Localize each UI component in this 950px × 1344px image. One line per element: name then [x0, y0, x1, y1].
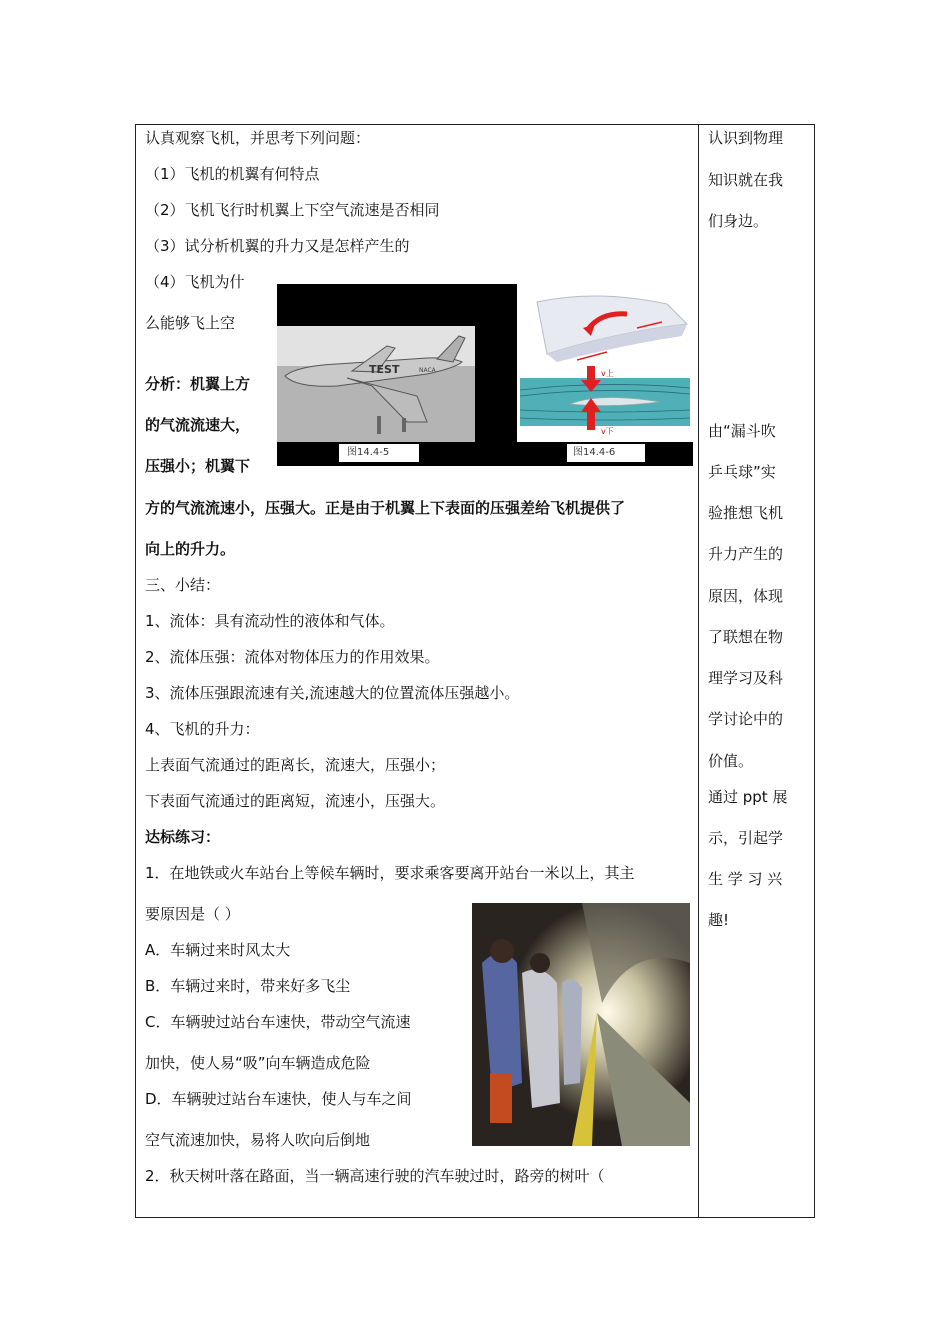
- side-note1-line1: 认识到物理: [708, 129, 784, 147]
- column-divider: [698, 124, 699, 1218]
- question-1: （1）飞机的机翼有何特点: [145, 165, 320, 183]
- subway-platform-photo: [472, 903, 690, 1146]
- plane-naca-label: NACA: [419, 367, 436, 374]
- q1-line-1: 1．在地铁或火车站台上等候车辆时，要求乘客要离开站台一米以上，其主: [145, 864, 635, 882]
- exercise-title: 达标练习：: [145, 828, 221, 846]
- wing-figure: [517, 284, 693, 466]
- question-4-part1: （4）飞机为什: [145, 273, 245, 291]
- side-note2-line4: 升力产生的: [708, 545, 784, 563]
- analysis-line-1: 分析：机翼上方: [145, 375, 251, 393]
- q1-option-d-1: D．车辆驶过站台车速快，使人与车之间: [145, 1090, 412, 1108]
- analysis-line-5: 向上的升力。: [145, 540, 236, 558]
- subway-icon: [472, 903, 690, 1146]
- velocity-top-label: v上: [601, 369, 614, 378]
- question-3: （3）试分析机翼的升力又是怎样产生的: [145, 237, 410, 255]
- q1-option-c-2: 加快，使人易“吸”向车辆造成危险: [145, 1054, 371, 1072]
- q1-option-d-2: 空气流速加快，易将人吹向后倒地: [145, 1131, 371, 1149]
- side-note2-line5: 原因，体现: [708, 587, 784, 605]
- side-note1-line2: 知识就在我: [708, 171, 784, 189]
- airplane-icon: [277, 326, 475, 442]
- q1-line-2: 要原因是（ ）: [145, 905, 240, 923]
- question-2: （2）飞机飞行时机翼上下空气流速是否相同: [145, 201, 440, 219]
- question-4-part2: 么能够飞上空: [145, 314, 236, 332]
- side-note2-line1: 由“漏斗吹: [708, 422, 776, 440]
- airplane-figure: [277, 284, 517, 466]
- side-note2-line9: 价值。: [708, 752, 754, 770]
- q2-line: 2．秋天树叶落在路面，当一辆高速行驶的汽车驶过时，路旁的树叶（: [145, 1167, 605, 1185]
- q1-option-b: B．车辆过来时，带来好多飞尘: [145, 977, 351, 995]
- side-note3-line1: 通过 ppt 展: [708, 788, 788, 806]
- velocity-bottom-label: v下: [601, 427, 614, 436]
- side-note2-line3: 验推想飞机: [708, 504, 784, 522]
- figure-right-caption: 图14.4-6: [567, 444, 645, 462]
- summary-title: 三、小结：: [145, 576, 221, 594]
- q1-option-c-1: C．车辆驶过站台车速快，带动空气流速: [145, 1013, 411, 1031]
- airplane-photo: [277, 326, 475, 442]
- side-note2-line2: 乒乓球”实: [708, 463, 776, 481]
- summary-item-2: 2、流体压强：流体对物体压力的作用效果。: [145, 648, 440, 666]
- side-note2-line6: 了联想在物: [708, 628, 784, 646]
- side-note3-line2: 示，引起学: [708, 829, 784, 847]
- figure-left-caption: 图14.4-5: [339, 444, 419, 462]
- side-note3-line4: 趣!: [708, 911, 730, 929]
- side-note2-line8: 学讨论中的: [708, 710, 784, 728]
- summary-item-3: 3、流体压强跟流速有关,流速越大的位置流体压强越小。: [145, 684, 520, 702]
- lift-arrows: [517, 284, 693, 444]
- analysis-line-2: 的气流流速大，: [145, 416, 251, 434]
- intro-text: 认真观察飞机，并思考下列问题：: [145, 129, 371, 147]
- side-note1-line3: 们身边。: [708, 212, 769, 230]
- analysis-line-3: 压强小；机翼下: [145, 457, 251, 475]
- side-note3-line3: 生 学 习 兴: [708, 870, 783, 888]
- q1-option-a: A．车辆过来时风太大: [145, 941, 291, 959]
- summary-item-6: 下表面气流通过的距离短，流速小，压强大。: [145, 792, 446, 810]
- summary-item-5: 上表面气流通过的距离长，流速大，压强小；: [145, 756, 446, 774]
- analysis-line-4: 方的气流流速小，压强大。正是由于机翼上下表面的压强差给飞机提供了: [145, 499, 626, 517]
- side-note2-line7: 理学习及科: [708, 669, 784, 687]
- plane-test-label: TEST: [369, 363, 400, 376]
- summary-item-1: 1、流体：具有流动性的液体和气体。: [145, 612, 395, 630]
- summary-item-4: 4、飞机的升力：: [145, 720, 260, 738]
